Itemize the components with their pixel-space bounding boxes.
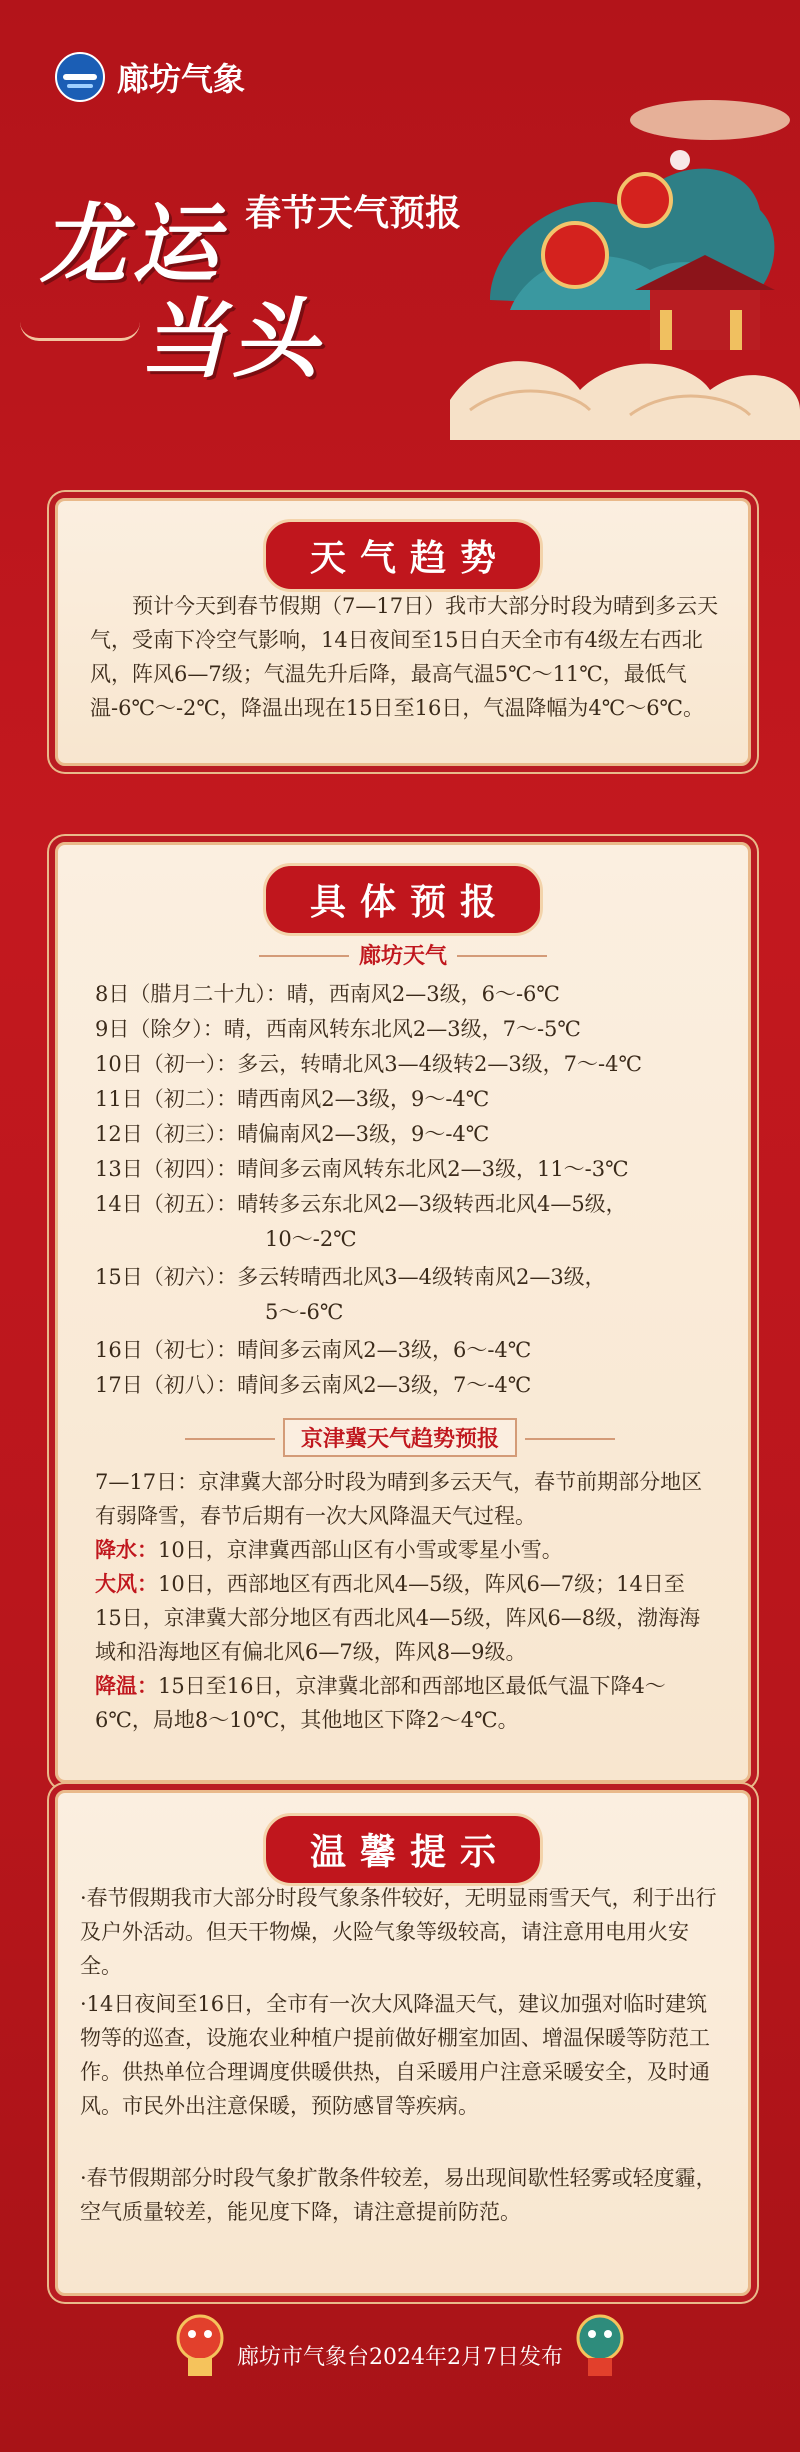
brand-logo <box>55 52 245 102</box>
regional-forecast-label: 京津冀天气趋势预报 <box>283 1418 517 1457</box>
list-item: 16日（初七）：晴间多云南风2—3级，6～-4℃ <box>95 1338 532 1362</box>
list-item: 9日（除夕）：晴，西南风转东北风2—3级，7～-5℃ <box>95 1017 581 1041</box>
warm-tips-card <box>55 1790 751 2296</box>
tip-item: ·春节假期部分时段气象扩散条件较差，易出现间歇性轻雾或轻度霾，空气质量较差，能见度下降，请注意提前防范。 <box>80 2166 717 2224</box>
detailed-forecast-title: 具体预报 <box>263 863 543 936</box>
weather-trend-card <box>55 498 751 766</box>
list-item: 14日（初五）：晴转多云东北风2—3级转西北风4—5级， <box>95 1192 627 1216</box>
list-item-continuation: 5～-6℃ <box>265 1300 344 1324</box>
regional-intro: 7—17日：京津冀大部分时段为晴到多云天气，春节前期部分地区有弱降雪，春节后期有一次大风降温天气过程。 <box>95 1470 703 1528</box>
list-item: 15日（初六）：多云转晴西北风3—4级转南风2—3级， <box>95 1265 606 1289</box>
list-item-continuation: 10～-2℃ <box>265 1227 357 1251</box>
warm-tips-title: 温馨提示 <box>263 1813 543 1886</box>
weather-trend-title: 天气趋势 <box>263 519 543 592</box>
footer-text: 廊坊市气象台2024年2月7日发布 <box>237 2345 563 2370</box>
wind-item: 大风：10日，西部地区有西北风4—5级，阵风6—7级；14日至15日，京津冀大部分地区有西北风4—5级，阵风6—8级，渤海海域和沿海地区有偏北风6—7级，阵风8—9级。 <box>95 1571 701 1664</box>
brand-name: 廊坊气象 <box>117 60 246 98</box>
weather-trend-text: 预计今天到春节假期（7—17日）我市大部分时段为晴到多云天气，受南下冷空气影响，14日夜间至15日白天全市有4级左右西北风，阵风6—7级；气温先升后降，最高气温5℃～11℃，最低气温-6℃～-2℃，降温出现在15日至16日，气温降幅为4℃～6℃。 <box>90 594 719 720</box>
list-item: 10日（初一）：多云，转晴北风3—4级转2—3级，7～-4℃ <box>95 1052 642 1076</box>
dragon-illustration <box>430 40 800 440</box>
meteorology-logo-icon <box>55 52 105 102</box>
page-subtitle: 春节天气预报 <box>245 193 462 234</box>
lion-dance-left-icon <box>170 2310 230 2380</box>
list-item: 13日（初四）：晴间多云南风转东北风2—3级，11～-3℃ <box>95 1157 629 1181</box>
list-item: 17日（初八）：晴间多云南风2—3级，7～-4℃ <box>95 1373 532 1397</box>
publisher-footer <box>0 2340 800 2371</box>
tip-item: ·春节假期我市大部分时段气象条件较好，无明显雨雪天气，利于出行及户外活动。但天干物燥，火险气象等级较高，请注意用电用火安全。 <box>80 1886 717 1978</box>
tip-item: ·14日夜间至16日，全市有一次大风降温天气，建议加强对临时建筑物等的巡查，设施农业种植户提前做好棚室加固、增温保暖等防范工作。供热单位合理调度供暖供热，自采暖用户注意采暖安全，及时通风。市民外出注意保暖，预防感冒等疾病。 <box>80 1992 710 2118</box>
cooling-item: 降温：15日至16日，京津冀北部和西部地区最低气温下降4～6℃，局地8～10℃，其他地区下降2～4℃。 <box>95 1673 666 1732</box>
title-line-2: 当头 <box>140 289 324 390</box>
local-weather-label: 廊坊天气 <box>359 939 447 970</box>
decorative-swirl <box>20 322 140 341</box>
list-item: 12日（初三）：晴偏南风2—3级，9～-4℃ <box>95 1122 490 1146</box>
precipitation-item: 降水：10日，京津冀西部山区有小雪或零星小雪。 <box>95 1537 563 1562</box>
title-line-1: 龙运 <box>40 194 224 295</box>
lion-dance-right-icon <box>570 2310 630 2380</box>
list-item: 8日（腊月二十九）：晴，西南风2—3级，6～-6℃ <box>95 982 560 1006</box>
list-item: 11日（初二）：晴西南风2—3级，9～-4℃ <box>95 1087 490 1111</box>
